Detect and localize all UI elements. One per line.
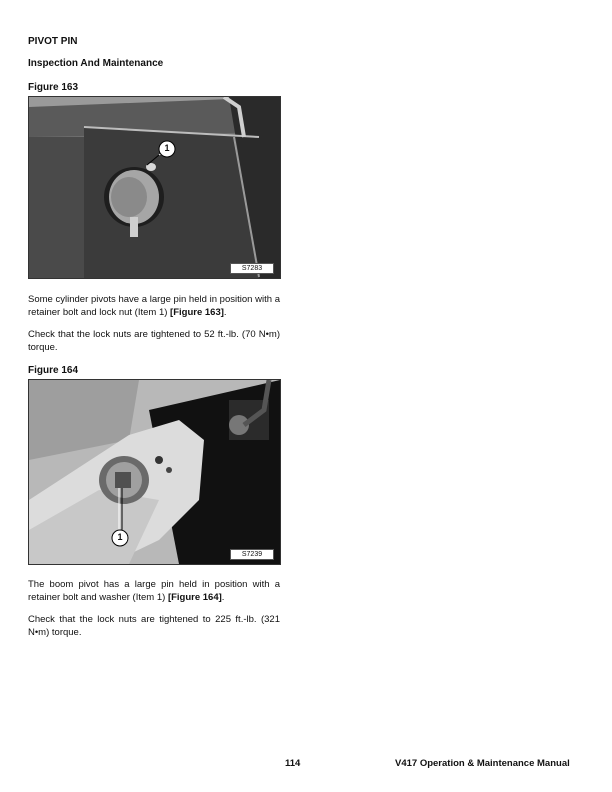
paragraph-torque-225: Check that the lock nuts are tightened to 225 ft.-lb. (321 N•m) torque. <box>28 614 280 638</box>
callout-1-label: 1 <box>117 532 123 542</box>
figure-163-label: Figure 163 <box>28 82 79 93</box>
paragraph-boom-pivot: The boom pivot has a large pin held in position with a retainer bolt and washer (Item 1) [Figure 164]. <box>28 579 280 603</box>
subsection-title: Inspection And Maintenance <box>28 58 164 69</box>
section-title: PIVOT PIN <box>28 36 78 47</box>
pivot-pin-photo-graphic <box>29 97 280 278</box>
paragraph-torque-52: Check that the lock nuts are tightened to 52 ft.-lb. (70 N•m) torque. <box>28 329 280 353</box>
figure-164-photo <box>28 379 281 565</box>
figure-164-label: Figure 164 <box>28 365 79 376</box>
manual-title: V417 Operation & Maintenance Manual <box>395 758 570 769</box>
figure-163-code: S7283 <box>230 263 274 274</box>
figure-164-code: S7239 <box>230 549 274 560</box>
callout-1-label: 1 <box>164 143 170 153</box>
page-number: 114 <box>285 758 301 769</box>
paragraph-cylinder-pivots: Some cylinder pivots have a large pin held in position with a retainer bolt and lock nut (Item 1) [Figure 163]. <box>28 294 280 318</box>
boom-pivot-photo-graphic <box>29 380 280 564</box>
figure-163-photo <box>28 96 281 279</box>
